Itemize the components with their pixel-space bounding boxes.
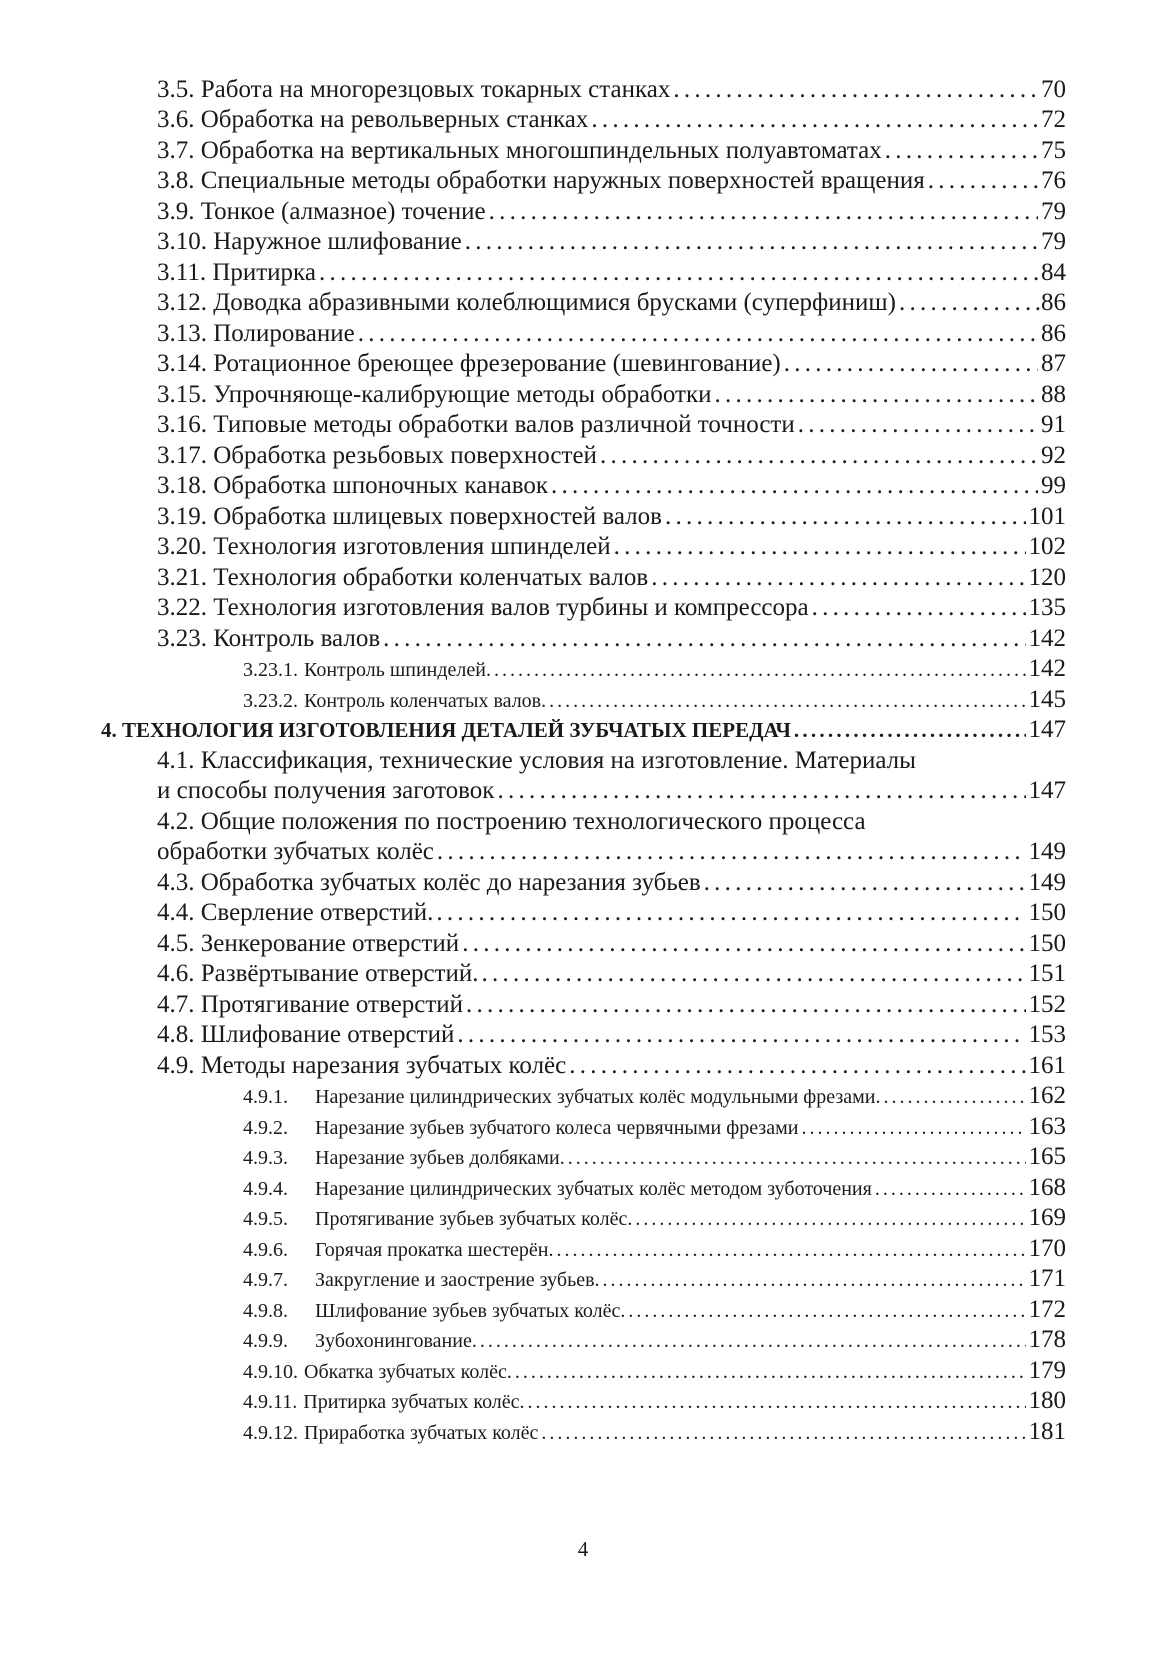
dot-leader	[437, 836, 1026, 868]
toc-entry-page: 72	[1041, 106, 1066, 133]
toc-entry-4-9-4[interactable]	[243, 1172, 1066, 1205]
toc-entry-4-9[interactable]	[157, 1050, 1066, 1082]
toc-entry-label: 4.9. Методы нарезания зубчатых колёс	[157, 1052, 567, 1079]
toc-entry-page: 161	[1028, 1052, 1066, 1079]
toc-entry-label: 3.13. Полирование	[157, 320, 355, 347]
toc-entry-label: 3.5. Работа на многорезцовых токарных станках	[157, 76, 671, 103]
toc-entry-4-9-8[interactable]	[243, 1294, 1066, 1327]
dot-leader	[600, 440, 1038, 472]
toc-entry-label: 3.11. Притирка	[157, 259, 316, 286]
toc-entry-page: 102	[1028, 533, 1066, 560]
toc-entry-page: 75	[1041, 137, 1066, 164]
toc-entry-title: Шлифование зубьев зубчатых колёс.	[315, 1300, 626, 1322]
dot-leader	[528, 1386, 1026, 1418]
toc-entry-page: 79	[1041, 198, 1066, 225]
toc-chapter-title: 4. ТЕХНОЛОГИЯ ИЗГОТОВЛЕНИЯ ДЕТАЛЕЙ ЗУБЧАТЫХ ПЕРЕДАЧ	[101, 718, 791, 742]
toc-entry-title: Нарезание зубьев долбяками.	[315, 1147, 565, 1169]
dot-leader	[885, 135, 1038, 167]
toc-entry-page: 172	[1028, 1296, 1066, 1323]
dot-leader	[551, 470, 1038, 502]
toc-entry-4-6[interactable]	[157, 958, 1066, 990]
toc-entry-4-1-line1[interactable]: 4.1. Классификация, технические условия на изготовление. Материалы	[157, 747, 916, 774]
toc-entry-title: Протягивание зубьев зубчатых колёс.	[315, 1208, 633, 1230]
toc-entry-page: 149	[1028, 869, 1066, 896]
toc-entry-4-5[interactable]	[157, 928, 1066, 960]
dot-leader	[704, 867, 1026, 899]
toc-entry-label	[243, 1264, 600, 1296]
toc-entry-4-8[interactable]	[157, 1019, 1066, 1051]
toc-entry-3-11[interactable]	[157, 257, 1066, 289]
toc-entry-page: 181	[1028, 1418, 1066, 1445]
dot-leader	[928, 165, 1038, 197]
toc-entry-3-19[interactable]	[157, 501, 1066, 533]
toc-entry-label: 4.7. Протягивание отверстий	[157, 991, 464, 1018]
toc-entry-label	[243, 1356, 512, 1388]
toc-chapter-4[interactable]	[101, 714, 1066, 746]
toc-entry-number: 4.9.9.	[243, 1330, 288, 1352]
toc-entry-label: 3.23. Контроль валов	[157, 625, 381, 652]
dot-leader	[457, 1019, 1025, 1051]
toc-entry-3-10[interactable]	[157, 226, 1066, 258]
dot-leader	[794, 714, 1026, 746]
toc-entry-label	[243, 654, 491, 686]
toc-entry-page: 165	[1028, 1143, 1066, 1170]
dot-leader	[465, 226, 1038, 258]
toc-entry-page: 84	[1041, 259, 1066, 286]
toc-entry-3-18[interactable]	[157, 470, 1066, 502]
toc-entry-title: Зубохонингование.	[315, 1330, 477, 1352]
dot-leader	[480, 1325, 1026, 1357]
toc-entry-4-4[interactable]	[157, 897, 1066, 929]
toc-entry-page: 99	[1041, 472, 1066, 499]
toc-entry-number: 4.9.4.	[243, 1178, 288, 1200]
toc-entry-title: Нарезание цилиндрических зубчатых колёс методом зуботочения	[315, 1178, 872, 1200]
dot-leader	[628, 1295, 1025, 1327]
dot-leader	[651, 562, 1025, 594]
toc-entry-4-9-5[interactable]	[243, 1202, 1066, 1235]
toc-entry-page: 163	[1028, 1113, 1066, 1140]
toc-entry-label: 3.8. Специальные методы обработки наружных поверхностей вращения	[157, 167, 925, 194]
toc-entry-label: 3.21. Технология обработки коленчатых валов	[157, 564, 649, 591]
toc-entry-3-9[interactable]	[157, 196, 1066, 228]
toc-entry-label: 4.4. Сверление отверстий.	[157, 899, 434, 926]
toc-entry-page: 120	[1028, 564, 1066, 591]
toc-entry-label: 3.10. Наружное шлифование	[157, 228, 462, 255]
dot-leader	[603, 1264, 1026, 1296]
toc-entry-label: и способы получения заготовок	[157, 777, 495, 804]
toc-entry-3-8[interactable]	[157, 165, 1066, 197]
toc-entry-page: 79	[1041, 228, 1066, 255]
dot-leader	[673, 74, 1038, 106]
dot-leader	[436, 897, 1025, 929]
toc-entry-4-2-line1[interactable]: 4.2. Общие положения по построению технологического процесса	[157, 808, 866, 835]
toc-entry-title: Обкатка зубчатых колёс.	[304, 1361, 512, 1383]
toc-entry-label	[243, 1203, 632, 1235]
toc-entry-page: 88	[1041, 381, 1066, 408]
toc-entry-3-23[interactable]	[157, 623, 1066, 655]
toc-entry-label: 4.8. Шлифование отверстий	[157, 1021, 455, 1048]
dot-leader	[319, 257, 1038, 289]
toc-entry-4-9-9[interactable]	[243, 1324, 1066, 1357]
toc-entry-label	[243, 1325, 477, 1357]
toc-entry-label: 3.7. Обработка на вертикальных многошпиндельных полуавтоматах	[157, 137, 882, 164]
toc-entry-label: 4.5. Зенкерование отверстий	[157, 930, 460, 957]
toc-entry-number: 4.9.10.	[243, 1361, 298, 1383]
toc-entry-page: 153	[1028, 1021, 1066, 1048]
toc-entry-3-12[interactable]	[157, 287, 1066, 319]
toc-entry-title: Приработка зубчатых колёс	[304, 1422, 539, 1444]
dot-leader	[358, 318, 1038, 350]
toc-entry-label	[243, 1386, 525, 1418]
toc-entry-page: 142	[1028, 625, 1066, 652]
toc-entry-3-23-2[interactable]	[243, 684, 1066, 717]
toc-entry-page: 178	[1028, 1326, 1066, 1353]
toc-entry-page: .86	[1034, 289, 1066, 316]
dot-leader	[383, 623, 1025, 655]
toc-entry-3-7[interactable]	[157, 135, 1066, 167]
toc-entry-title: Нарезание зубьев зубчатого колеса червячными фрезами	[315, 1117, 799, 1139]
dot-leader	[541, 1417, 1025, 1449]
toc-entry-page: 87	[1041, 350, 1066, 377]
toc-entry-label	[243, 1295, 625, 1327]
dot-leader	[497, 775, 1025, 807]
dot-leader	[784, 348, 1038, 380]
toc-entry-4-1[interactable]	[157, 775, 1066, 807]
toc-entry-label: 4.6. Развёртывание отверстий.	[157, 960, 479, 987]
toc-entry-number: 4.9.8.	[243, 1300, 288, 1322]
toc-entry-label: 3.17. Обработка резьбовых поверхностей	[157, 442, 597, 469]
dot-leader	[481, 958, 1025, 990]
toc-entry-4-9-12[interactable]	[243, 1416, 1066, 1449]
toc-entry-title: Контроль коленчатых валов.	[304, 690, 547, 712]
dot-leader	[875, 1173, 1026, 1205]
toc-entry-page: 86	[1041, 320, 1066, 347]
toc-entry-number: 4.9.1.	[243, 1086, 288, 1108]
dot-leader	[591, 104, 1038, 136]
toc-entry-4-9-3[interactable]	[243, 1141, 1066, 1174]
dot-leader	[801, 1112, 1025, 1144]
toc-entry-number: 3.23.2.	[243, 690, 298, 712]
toc-entry-label: 3.18. Обработка шпоночных канавок	[157, 472, 549, 499]
toc-entry-label: 3.15. Упрочняюще-калибрующие методы обработки	[157, 381, 712, 408]
toc-entry-3-23-1[interactable]	[243, 653, 1066, 686]
toc-entry-3-6[interactable]	[157, 104, 1066, 136]
toc-entry-label: 3.12. Доводка абразивными колеблющимися брусками (суперфиниш)	[157, 289, 896, 316]
dot-leader	[489, 196, 1038, 228]
dot-leader	[798, 409, 1038, 441]
toc-entry-4-9-2[interactable]	[243, 1111, 1066, 1144]
toc-entry-number: 4.9.2.	[243, 1117, 288, 1139]
dot-leader	[515, 1356, 1026, 1388]
toc-entry-label: обработки зубчатых колёс	[157, 838, 434, 865]
toc-entry-4-9-1[interactable]	[243, 1080, 1066, 1113]
toc-entry-title: Притирка зубчатых колёс.	[303, 1391, 525, 1413]
dot-leader	[462, 928, 1025, 960]
toc-entry-label	[243, 1081, 881, 1113]
toc-entry-page: 151	[1028, 960, 1066, 987]
toc-entry-4-9-11[interactable]	[243, 1385, 1066, 1418]
toc-entry-label	[243, 1173, 872, 1205]
toc-entry-3-5[interactable]	[157, 74, 1066, 106]
toc-entry-page: 149	[1028, 838, 1066, 865]
dot-leader	[569, 1050, 1025, 1082]
toc-entry-3-21[interactable]	[157, 562, 1066, 594]
dot-leader	[665, 501, 1026, 533]
toc-entry-page: 145	[1028, 686, 1066, 713]
toc-entry-page: 179	[1028, 1357, 1066, 1384]
toc-entry-3-20[interactable]	[157, 531, 1066, 563]
toc-entry-label: 3.19. Обработка шлицевых поверхностей валов	[157, 503, 662, 530]
toc-entry-3-17[interactable]	[157, 440, 1066, 472]
dot-leader	[568, 1142, 1026, 1174]
toc-entry-page: 92	[1041, 442, 1066, 469]
toc-entry-title: Горячая прокатка шестерён.	[315, 1239, 554, 1261]
toc-entry-page: 180	[1028, 1387, 1066, 1414]
page-number: 4	[577, 1537, 589, 1561]
toc-entry-label	[243, 1142, 565, 1174]
toc-entry-number: 4.9.5.	[243, 1208, 288, 1230]
dot-leader	[884, 1081, 1026, 1113]
toc-entry-3-14[interactable]	[157, 348, 1066, 380]
toc-entry-label	[243, 1112, 798, 1144]
toc-entry-page: 150	[1028, 899, 1066, 926]
toc-entry-title: Закругление и заострение зубьев.	[315, 1269, 600, 1291]
dot-leader	[614, 531, 1026, 563]
toc-entry-page: 91	[1041, 411, 1066, 438]
toc-entry-4-9-10[interactable]	[243, 1355, 1066, 1388]
dot-leader	[549, 685, 1025, 717]
toc-entry-4-9-6[interactable]	[243, 1233, 1066, 1266]
toc-entry-4-7[interactable]	[157, 989, 1066, 1021]
toc-entry-3-15[interactable]	[157, 379, 1066, 411]
toc-entry-label: 3.6. Обработка на револьверных станках	[157, 106, 589, 133]
toc-entry-title: Контроль шпинделей.	[304, 659, 491, 681]
toc-entry-label: 3.16. Типовые методы обработки валов различной точности	[157, 411, 795, 438]
toc-entry-label: 4.3. Обработка зубчатых колёс до нарезания зубьев	[157, 869, 701, 896]
toc-entry-page: 168	[1028, 1174, 1066, 1201]
toc-entry-label	[243, 1417, 538, 1449]
toc-entry-number: 4.9.7.	[243, 1269, 288, 1291]
toc-entry-4-2[interactable]	[157, 836, 1066, 868]
toc-entry-number: 4.9.6.	[243, 1239, 288, 1261]
toc-entry-title: Нарезание цилиндрических зубчатых колёс модульными фрезами.	[315, 1086, 881, 1108]
toc-entry-3-13[interactable]	[157, 318, 1066, 350]
toc-entry-page: 152	[1028, 991, 1066, 1018]
toc-entry-page: 162	[1028, 1082, 1066, 1109]
dot-leader	[466, 989, 1025, 1021]
toc-entry-page: 142	[1028, 655, 1066, 682]
toc-entry-page: 147	[1028, 777, 1066, 804]
toc-entry-3-16[interactable]	[157, 409, 1066, 441]
toc-entry-label: 3.22. Технология изготовления валов турбины и компрессора	[157, 594, 809, 621]
toc-entry-page: 76	[1041, 167, 1066, 194]
toc-entry-number: 4.9.3.	[243, 1147, 288, 1169]
toc-entry-number: 4.9.12.	[243, 1422, 298, 1444]
toc-entry-3-22[interactable]	[157, 592, 1066, 624]
dot-leader	[714, 379, 1038, 411]
dot-leader	[899, 287, 1032, 319]
toc-entry-label: 3.9. Тонкое (алмазное) точение	[157, 198, 486, 225]
toc-entry-label: 3.14. Ротационное бреющее фрезерование (шевингование)	[157, 350, 781, 377]
toc-entry-page: 171	[1028, 1265, 1066, 1292]
toc-entry-label	[243, 685, 546, 717]
toc-entry-4-9-7[interactable]	[243, 1263, 1066, 1296]
toc-entry-page: 169	[1028, 1204, 1066, 1231]
toc-entry-page: 135	[1028, 594, 1066, 621]
toc-entry-page: 101	[1028, 503, 1066, 530]
toc-entry-label: 3.20. Технология изготовления шпинделей	[157, 533, 611, 560]
dot-leader	[812, 592, 1026, 624]
dot-leader	[494, 654, 1026, 686]
toc-entry-page: 70	[1041, 76, 1066, 103]
toc-entry-number: 4.9.11.	[243, 1391, 298, 1413]
toc-entry-number: 3.23.1.	[243, 659, 298, 681]
toc-entry-4-3[interactable]	[157, 867, 1066, 899]
toc-entry-page: 150	[1028, 930, 1066, 957]
dot-leader	[635, 1203, 1025, 1235]
toc-entry-page: 147	[1028, 716, 1066, 743]
toc-entry-page: 170	[1028, 1235, 1066, 1262]
dot-leader	[557, 1234, 1026, 1266]
toc-entry-label	[243, 1234, 554, 1266]
